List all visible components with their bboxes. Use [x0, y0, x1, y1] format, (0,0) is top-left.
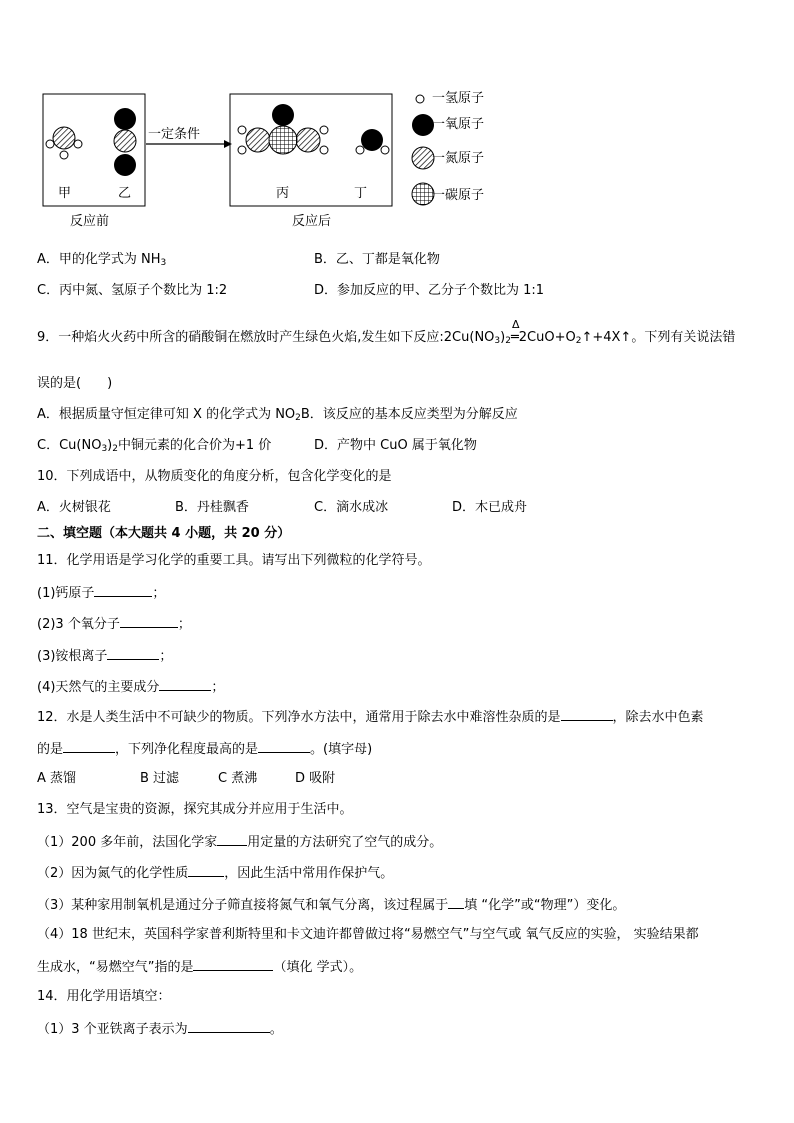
- q11-part1: (1)钙原子 ；: [37, 586, 166, 601]
- q14-stem: 14．用化学用语填空：: [37, 989, 171, 1004]
- legend-hydrogen: 一氢原子: [432, 91, 485, 106]
- label-ding: 丁: [354, 186, 368, 201]
- q10-option-b: B．丹桂飘香: [175, 500, 249, 515]
- molecule-bing: [238, 104, 328, 154]
- q13-part3: （3）某种家用制氧机是通过分子筛直接将氮气和氧气分离，该过程属于 填 “化学”或“物理”）变化。: [37, 898, 626, 913]
- q8-option-d: D．参加反应的甲、乙分子个数比为 1:1: [314, 283, 545, 298]
- q10-stem: 10．下列成语中，从物质变化的角度分析，包含化学变化的是: [37, 469, 392, 484]
- hydrogen-atom-icon: [416, 95, 424, 103]
- q12-line2: 的是 ，下列净化程度最高的是 。(填字母): [37, 742, 373, 757]
- q13-stem: 13．空气是宝贵的资源，探究其成分并应用于生活中。: [37, 802, 353, 817]
- q12-line1: 12．水是人类生活中不可缺少的物质。下列净水方法中，通常用于除去水中难溶性杂质的是 ，除去水中色素: [37, 710, 704, 725]
- q9-option-d: D．产物中 CuO 属于氧化物: [314, 438, 477, 453]
- q13-part1: （1）200 多年前，法国化学家 用定量的方法研究了空气的成分。: [37, 835, 443, 850]
- molecule-yi: [114, 108, 136, 176]
- legend: [412, 95, 434, 205]
- q9-stem: 9．一种焰火火药中所含的硝酸铜在燃放时产生绿色火焰,发生如下反应$:2Cu(NO_3)_2$ Δ $═2CuO+O_2↑+4X↑$。下列有关说法错: [37, 318, 736, 346]
- legend-nitrogen: 一氮原子: [432, 151, 485, 166]
- label-jia: 甲: [58, 186, 72, 201]
- q11-part2: (2)3 个氧分子 ；: [37, 617, 191, 632]
- q11-part3: (3)铵根离子 ；: [37, 649, 173, 664]
- q11-stem: 11．化学用语是学习化学的重要工具。请写出下列微粒的化学符号。: [37, 553, 431, 568]
- q14-part1: （1）3 个亚铁离子表示为 。: [37, 1022, 283, 1037]
- legend-oxygen: 一氧原子: [432, 117, 485, 132]
- before-label: 反应前: [70, 214, 110, 229]
- section-heading: 二、填空题（本大题共 4 小题，共 20 分）: [37, 526, 291, 541]
- label-bing: 丙: [276, 186, 290, 201]
- molecule-jia: [46, 127, 82, 159]
- q9-option-c: C．$Cu(NO_3)_2$中铜元素的化合价为+1 价: [37, 438, 272, 454]
- q12-option-c: C 煮沸: [218, 771, 258, 786]
- q12-option-b: B 过滤: [140, 771, 180, 786]
- q8-option-a: A．甲的化学式为 $NH_3$: [37, 252, 167, 268]
- q9-stem-line2: 误的是( ): [37, 376, 113, 391]
- q10-option-a: A．火树银花: [37, 500, 111, 515]
- oxygen-atom-icon: [412, 114, 434, 136]
- q12-option-a: A 蒸馏: [37, 771, 77, 786]
- carbon-atom-icon: [412, 183, 434, 205]
- q10-option-c: C．滴水成冰: [314, 500, 389, 515]
- after-label: 反应后: [292, 214, 332, 229]
- q13-part4-line1: （4）18 世纪末，英国科学家普利斯特里和卡文迪许都曾做过将“易燃空气”与空气或 氧气反应的实验， 实验结果都: [37, 927, 699, 942]
- delta-sign: Δ: [511, 318, 520, 331]
- q8-option-b: B．乙、丁都是氧化物: [314, 252, 440, 267]
- q13-part2: （2）因为氮气的化学性质 ，因此生活中常用作保护气。: [37, 866, 394, 881]
- label-yi: 乙: [118, 186, 132, 201]
- q9-option-ab: A．根据质量守恒定律可知 X 的化学式为 $NO_2B$．该反应的基本反应类型为分解反应: [37, 407, 518, 423]
- nitrogen-atom-icon: [412, 147, 434, 169]
- molecule-ding: [356, 129, 389, 154]
- q11-part4: (4)天然气的主要成分 ；: [37, 680, 225, 695]
- q13-part4-line2: 生成水，“易燃空气”指的是 （填化 学式）。: [37, 960, 363, 975]
- q10-option-d: D．木已成舟: [452, 500, 528, 515]
- legend-carbon: 一碳原子: [432, 188, 485, 203]
- q8-option-c: C．丙中氮、氢原子个数比为 1:2: [37, 283, 228, 298]
- q12-option-d: D 吸附: [295, 771, 336, 786]
- arrow-label: 一定条件: [148, 127, 201, 142]
